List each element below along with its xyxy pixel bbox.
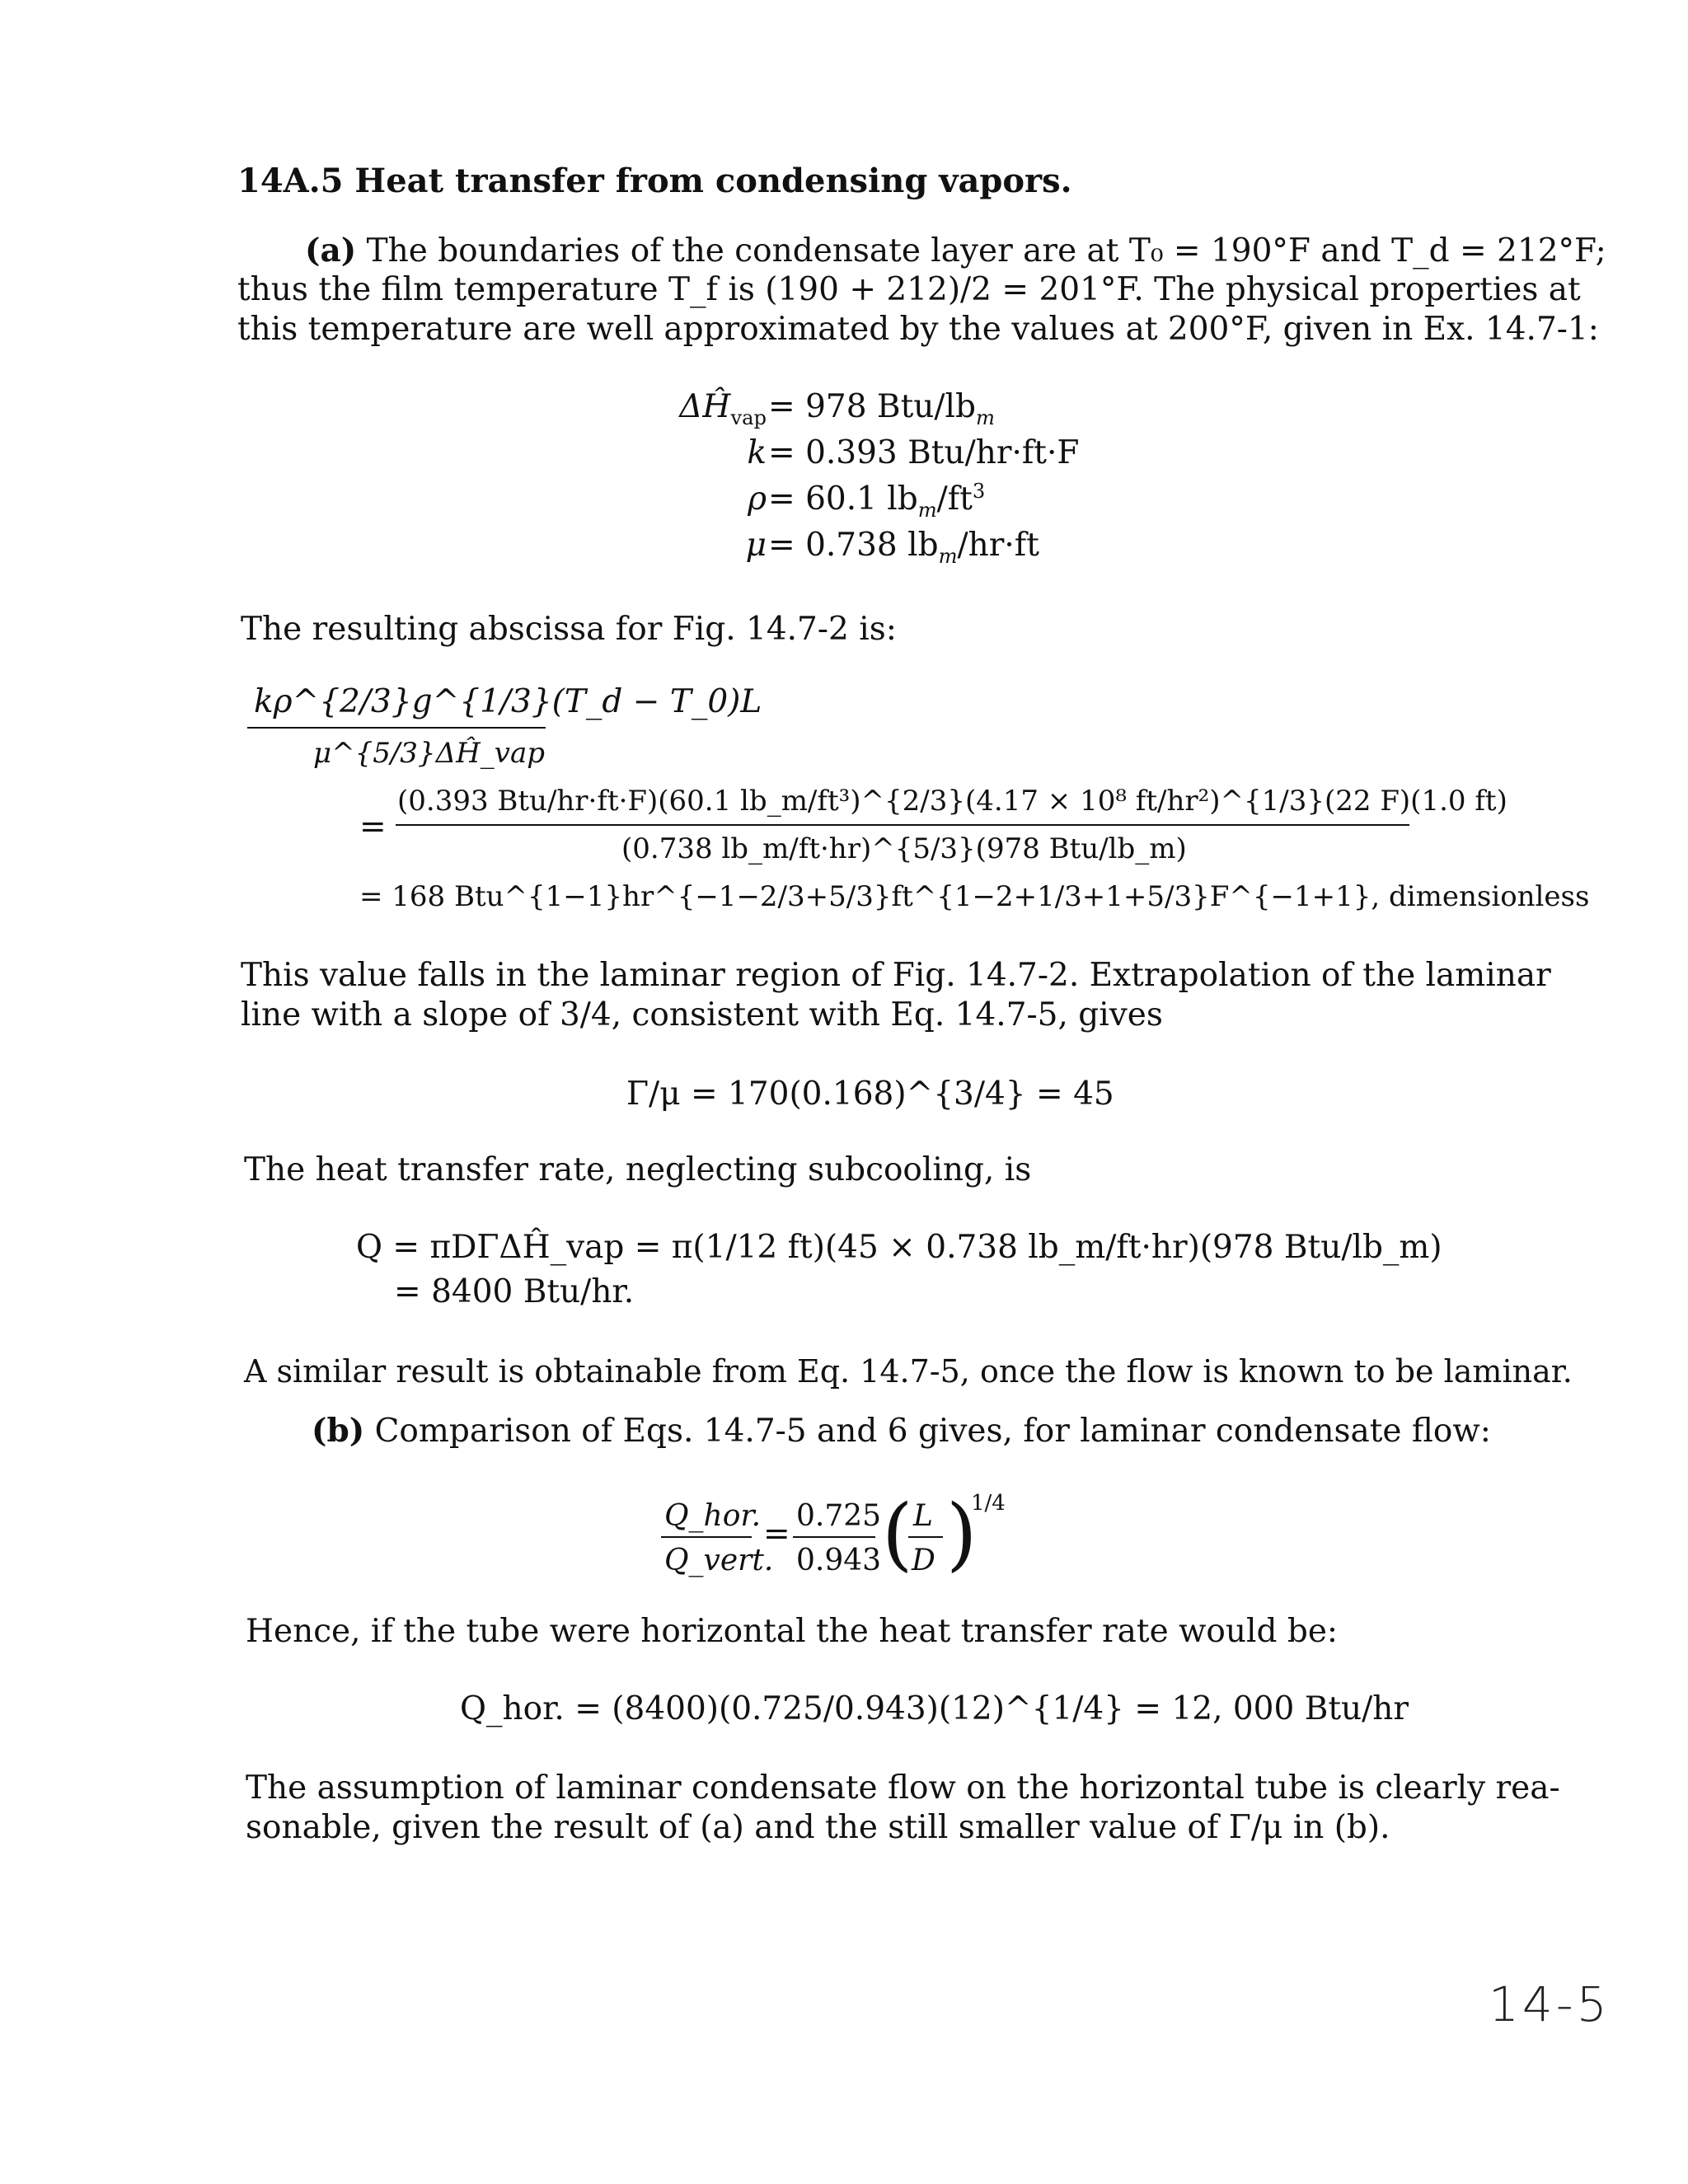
ratio-paren-num: L bbox=[913, 1499, 933, 1533]
prop-hvap-rhs: = 978 Btu/$lb_m$ bbox=[768, 388, 995, 429]
equals-sign-1: = bbox=[359, 808, 387, 846]
section-heading bbox=[237, 162, 1072, 201]
prop-hvap-lhs: $\Delta Ĥ_{vap}$ bbox=[679, 388, 767, 429]
abscissa-lhs-fraction-bar bbox=[247, 727, 546, 729]
conclusion-line-1: The assumption of laminar condensate flow on the horizontal tube is clearly rea- bbox=[246, 1769, 1560, 1807]
prop-mu-rhs: = 0.738 $lb_m/hr\cdot ft$ bbox=[768, 527, 1039, 568]
ratio-paren-den: D bbox=[912, 1544, 935, 1577]
right-paren: ) bbox=[946, 1488, 978, 1580]
heat-rate-intro: The heat transfer rate, neglecting subcooling, is bbox=[244, 1151, 1032, 1188]
ratio-den-rhs: 0.943 bbox=[796, 1544, 882, 1577]
abscissa-lhs-denominator: μ^{5/3}ΔĤ_vap bbox=[313, 737, 546, 770]
conclusion-line-2: sonable, given the result of (a) and the still smaller value of Γ/μ in (b). bbox=[246, 1809, 1390, 1846]
horizontal-intro: Hence, if the tube were horizontal the heat transfer rate would be: bbox=[246, 1613, 1339, 1650]
abscissa-lhs-numerator: kρ^{2/3}g^{1/3}(T_d − T_0)L bbox=[254, 683, 762, 720]
ratio-num-rhs: 0.725 bbox=[796, 1499, 882, 1533]
part-b-label: (b) bbox=[312, 1412, 365, 1450]
part-a-line-2: thus the film temperature T_f is (190 + 212)/2 = 201°F. The physical properties at bbox=[237, 271, 1581, 308]
abscissa-result: = 168 Btu^{1−1}hr^{−1−2/3+5/3}ft^{1−2+1/3+1+5/3}F^{−1+1}, dimensionless bbox=[359, 880, 1590, 913]
abscissa-denominator: (0.738 lb_m/ft·hr)^{5/3}(978 Btu/lb_m) bbox=[621, 832, 1187, 865]
prop-mu-lhs: μ bbox=[745, 527, 767, 564]
ratio-paren-fraction-bar bbox=[908, 1536, 943, 1538]
section-number: 14A.5 bbox=[237, 162, 344, 200]
page-number: 14-5 bbox=[1489, 1976, 1611, 2032]
ratio-den-lhs: Q_vert. bbox=[664, 1544, 774, 1577]
ratio-lhs-fraction-bar bbox=[661, 1536, 752, 1538]
abscissa-intro: The resulting abscissa for Fig. 14.7-2 is: bbox=[241, 611, 897, 648]
heat-rate-equation-line-1: Q = πDΓΔĤ_vap = π(1/12 ft)(45 × 0.738 lb_m/ft·hr)(978 Btu/lb_m) bbox=[356, 1229, 1442, 1266]
part-a-label: (a) bbox=[305, 232, 357, 269]
laminar-line-1: This value falls in the laminar region of Fig. 14.7-2. Extrapolation of the laminar bbox=[241, 957, 1551, 994]
ratio-exponent: 1/4 bbox=[971, 1491, 1006, 1516]
prop-k-rhs: = 0.393 Btu/hr·ft·F bbox=[768, 434, 1080, 471]
left-paren: ( bbox=[882, 1488, 913, 1580]
part-a-text-1: The boundaries of the condensate layer are at T₀ = 190°F and T_d = 212°F; bbox=[366, 232, 1606, 269]
ratio-rhs-fraction-bar bbox=[793, 1536, 875, 1538]
similar-result: A similar result is obtainable from Eq. 14.7-5, once the flow is known to be laminar. bbox=[244, 1353, 1573, 1390]
equals-sign-2: = bbox=[763, 1516, 790, 1553]
abscissa-fraction-bar bbox=[396, 824, 1409, 826]
part-b-text: Comparison of Eqs. 14.7-5 and 6 gives, for laminar condensate flow: bbox=[374, 1413, 1491, 1450]
prop-rho-rhs: = 60.1 $lb_m/ft^3$ bbox=[768, 480, 986, 522]
part-b-line bbox=[312, 1411, 1491, 1451]
part-a-line-1 bbox=[305, 231, 1606, 271]
laminar-line-2: line with a slope of 3/4, consistent with Eq. 14.7-5, gives bbox=[241, 996, 1163, 1033]
abscissa-numerator: (0.393 Btu/hr·ft·F)(60.1 lb_m/ft³)^{2/3}(4.17 × 10⁸ ft/hr²)^{1/3}(22 F)(1.0 ft) bbox=[397, 785, 1507, 818]
horizontal-equation: Q_hor. = (8400)(0.725/0.943)(12)^{1/4} = 12, 000 Btu/hr bbox=[460, 1690, 1409, 1727]
prop-k-lhs: k bbox=[747, 434, 767, 471]
gamma-equation: Γ/μ = 170(0.168)^{3/4} = 45 bbox=[626, 1076, 1114, 1113]
part-a-line-3: this temperature are well approximated by the values at 200°F, given in Ex. 14.7-1: bbox=[237, 311, 1599, 348]
heat-rate-equation-line-2: = 8400 Btu/hr. bbox=[394, 1273, 635, 1310]
ratio-num-lhs: Q_hor. bbox=[664, 1499, 762, 1533]
prop-rho-lhs: ρ bbox=[748, 480, 767, 518]
section-title: Heat transfer from condensing vapors. bbox=[354, 162, 1072, 200]
